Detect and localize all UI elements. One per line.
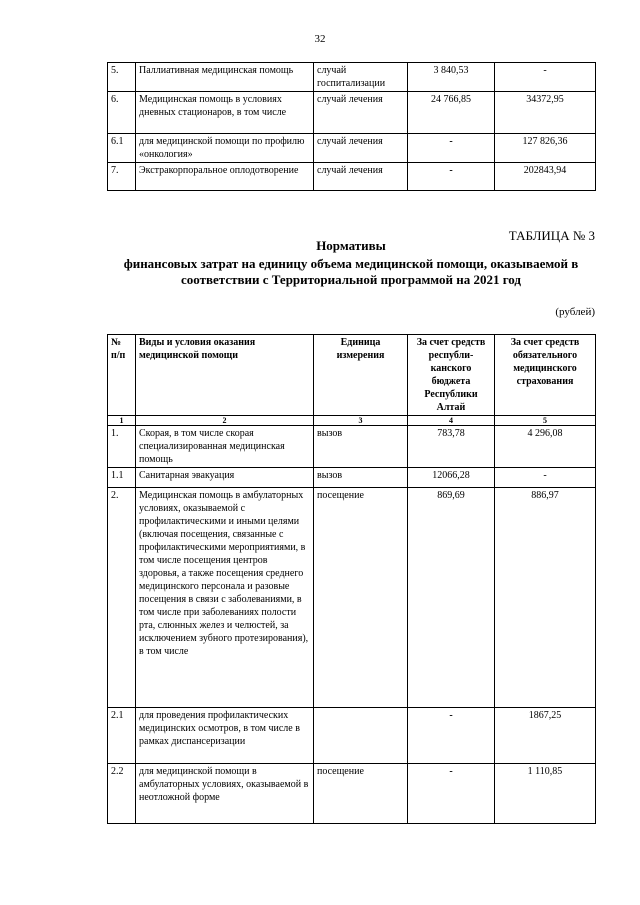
row-number: 6.1 bbox=[108, 134, 136, 163]
row-type: для медицинской помощи по профилю «онкология» bbox=[136, 134, 314, 163]
row-budget: 783,78 bbox=[408, 426, 495, 468]
row-oms: 1 110,85 bbox=[495, 764, 596, 824]
title-line-2: финансовых затрат на единицу объема медицинской помощи, оказываемой в соответствии с Территориальной программой на 2021 год bbox=[123, 256, 579, 287]
row-budget: 869,69 bbox=[408, 488, 495, 708]
row-unit: вызов bbox=[314, 426, 408, 468]
row-number: 2. bbox=[108, 488, 136, 708]
table-row bbox=[108, 468, 596, 488]
row-unit: случай госпитализации bbox=[314, 63, 408, 92]
row-oms: - bbox=[495, 468, 596, 488]
row-number: 1.1 bbox=[108, 468, 136, 488]
row-budget: - bbox=[408, 163, 495, 191]
header-unit: Единица измерения bbox=[314, 335, 408, 416]
row-unit: случай лечения bbox=[314, 92, 408, 134]
row-budget: - bbox=[408, 764, 495, 824]
header-budget: За счет средств республи- канского бюджета Республики Алтай bbox=[408, 335, 495, 416]
row-number: 2.1 bbox=[108, 708, 136, 764]
row-number: 2.2 bbox=[108, 764, 136, 824]
row-unit: посещение bbox=[314, 764, 408, 824]
row-number: 7. bbox=[108, 163, 136, 191]
row-unit: случай лечения bbox=[314, 134, 408, 163]
row-budget: 12066,28 bbox=[408, 468, 495, 488]
title-line-1: Нормативы bbox=[316, 238, 386, 253]
row-unit bbox=[314, 708, 408, 764]
row-type: Скорая, в том числе скорая специализированная медицинская помощь bbox=[136, 426, 314, 468]
column-index: 2 bbox=[136, 416, 314, 426]
row-budget: - bbox=[408, 134, 495, 163]
header-oms: За счет средств обязательного медицинского страхования bbox=[495, 335, 596, 416]
row-type: Паллиативная медицинская помощь bbox=[136, 63, 314, 92]
row-budget: 24 766,85 bbox=[408, 92, 495, 134]
row-type: для медицинской помощи в амбулаторных условиях, оказываемой в неотложной форме bbox=[136, 764, 314, 824]
header-num: № п/п bbox=[108, 335, 136, 416]
row-budget: - bbox=[408, 708, 495, 764]
units-label: (рублей) bbox=[555, 306, 595, 318]
row-number: 5. bbox=[108, 63, 136, 92]
column-index: 5 bbox=[495, 416, 596, 426]
table-row bbox=[108, 708, 596, 764]
table-label: ТАБЛИЦА № 3 bbox=[508, 228, 595, 243]
row-oms: 202843,94 bbox=[495, 163, 596, 191]
row-unit: случай лечения bbox=[314, 163, 408, 191]
row-unit: вызов bbox=[314, 468, 408, 488]
row-oms: 127 826,36 bbox=[495, 134, 596, 163]
row-type: Экстракорпоральное оплодотворение bbox=[136, 163, 314, 191]
row-type: Санитарная эвакуация bbox=[136, 468, 314, 488]
row-type: Медицинская помощь в условиях дневных стационаров, в том числе bbox=[136, 92, 314, 134]
column-index: 1 bbox=[108, 416, 136, 426]
column-index: 4 bbox=[408, 416, 495, 426]
row-unit: посещение bbox=[314, 488, 408, 708]
table-row bbox=[108, 764, 596, 824]
row-number: 6. bbox=[108, 92, 136, 134]
table-row bbox=[108, 134, 596, 163]
table-row bbox=[108, 488, 596, 708]
table-row bbox=[108, 426, 596, 468]
row-oms: 886,97 bbox=[495, 488, 596, 708]
table-row bbox=[108, 92, 596, 134]
norms-table bbox=[107, 334, 596, 824]
header-row bbox=[108, 335, 596, 416]
table-row bbox=[108, 63, 596, 92]
row-budget: 3 840,53 bbox=[408, 63, 495, 92]
row-oms: 1867,25 bbox=[495, 708, 596, 764]
header-type: Виды и условия оказания медицинской помощи bbox=[136, 335, 314, 416]
row-type: Медицинская помощь в амбулаторных условиях, оказываемой с профилактическими и иными целями (включая посещения, связанные с профилактическими мероприятиями, в том числе посещения центров здоровья, а также посещения среднего медицинского персонала и разовые посещения в связи с заболеваниями, в том числе при заболеваниях полости рта, слюнных желез и челюстей, за исключением зубного протезирования), в том числе bbox=[136, 488, 314, 708]
continued-table bbox=[107, 62, 596, 191]
column-index: 3 bbox=[314, 416, 408, 426]
row-oms: - bbox=[495, 63, 596, 92]
table-row bbox=[108, 163, 596, 191]
table-title bbox=[107, 238, 595, 288]
row-number: 1. bbox=[108, 426, 136, 468]
row-oms: 34372,95 bbox=[495, 92, 596, 134]
row-type: для проведения профилактических медицинских осмотров, в том числе в рамках диспансеризации bbox=[136, 708, 314, 764]
page-number: 32 bbox=[314, 33, 326, 45]
column-index-row bbox=[108, 416, 596, 426]
row-oms: 4 296,08 bbox=[495, 426, 596, 468]
